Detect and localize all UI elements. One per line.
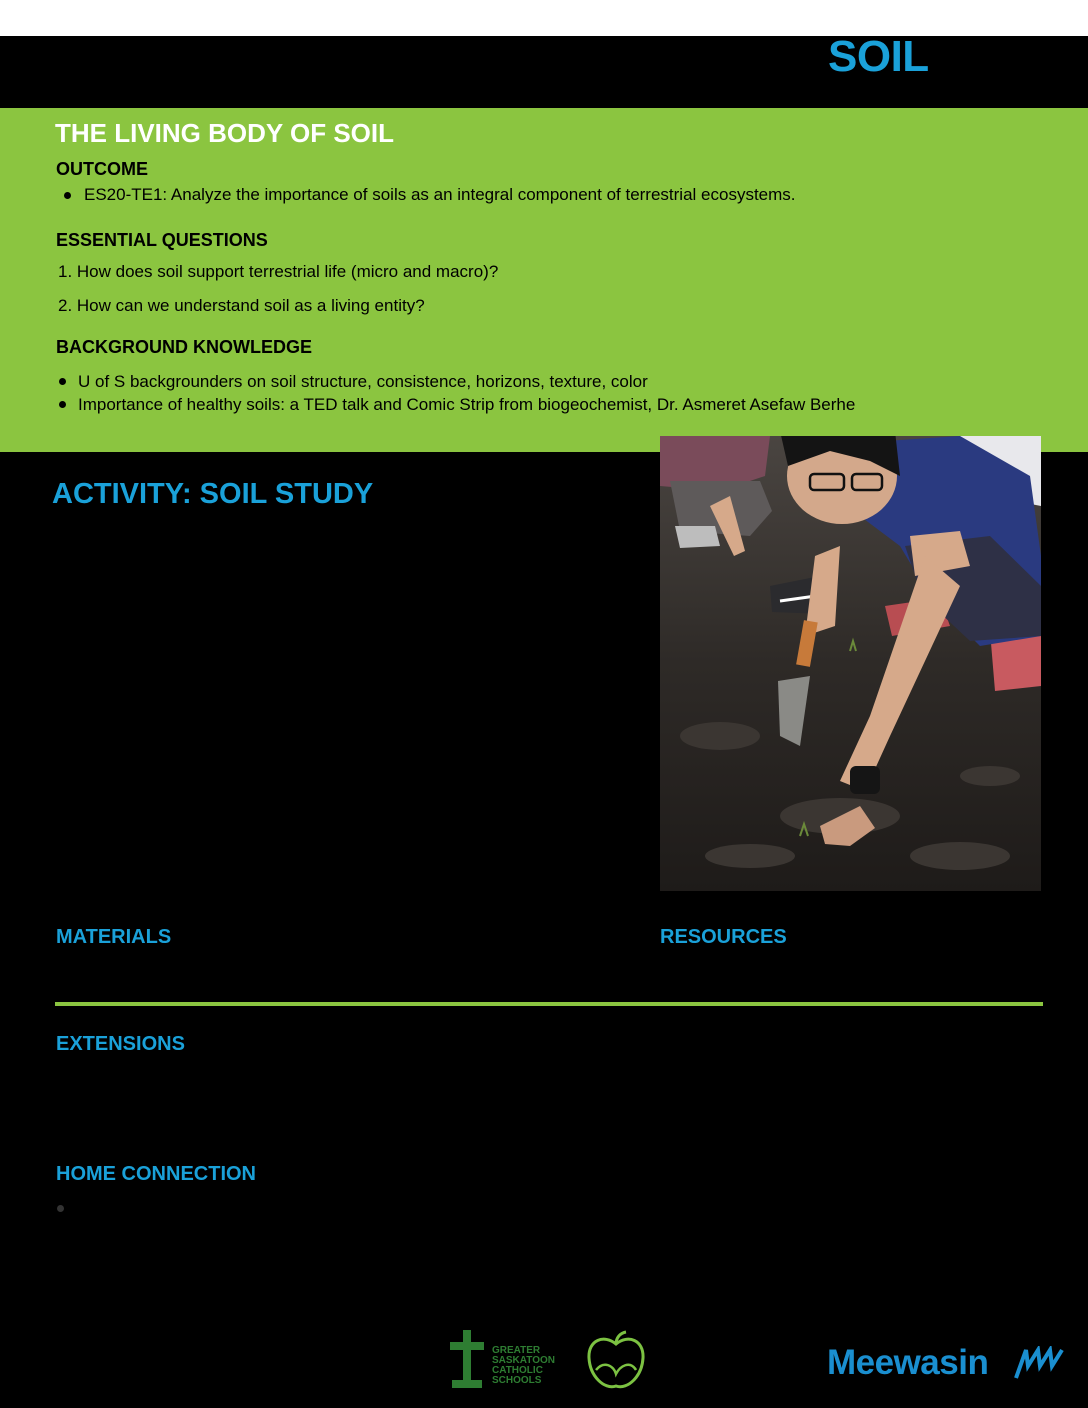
background-item: Importance of healthy soils: a TED talk and Comic Strip from biogeochemist, Dr. Asmeret Asefaw Berhe	[78, 395, 856, 414]
question-item: 2. How can we understand soil as a living entity?	[58, 296, 425, 315]
resources-heading: RESOURCES	[660, 926, 787, 948]
outcome-heading: OUTCOME	[56, 159, 148, 179]
activity-title: ACTIVITY: SOIL STUDY	[52, 478, 374, 510]
meewasin-wave-icon	[1014, 1346, 1064, 1385]
bullet-icon	[64, 192, 71, 199]
section-divider	[55, 1002, 1043, 1006]
outcome-item: ES20-TE1: Analyze the importance of soils as an integral component of terrestrial ecosystems.	[84, 185, 796, 204]
background-item: U of S backgrounders on soil structure, consistence, horizons, texture, color	[78, 372, 648, 391]
gscs-logo-text: GREATER SASKATOON CATHOLIC SCHOOLS	[492, 1345, 555, 1386]
materials-heading: MATERIALS	[56, 926, 172, 948]
extensions-heading: EXTENSIONS	[56, 1033, 185, 1055]
gscs-logo	[446, 1330, 488, 1395]
meewasin-logo: Meewasin	[827, 1343, 989, 1382]
student-digging-photo	[660, 436, 1041, 891]
home-connection-heading: HOME CONNECTION	[56, 1163, 256, 1185]
page-title: SOIL	[828, 32, 929, 81]
bullet-icon	[59, 378, 66, 385]
question-item: 1. How does soil support terrestrial life (micro and macro)?	[58, 262, 499, 281]
questions-heading: ESSENTIAL QUESTIONS	[56, 230, 268, 250]
bullet-icon	[59, 401, 66, 408]
bullet-icon	[57, 1205, 64, 1212]
background-heading: BACKGROUND KNOWLEDGE	[56, 337, 312, 357]
apple-school-logo	[586, 1330, 646, 1397]
intro-title: THE LIVING BODY OF SOIL	[55, 118, 394, 148]
